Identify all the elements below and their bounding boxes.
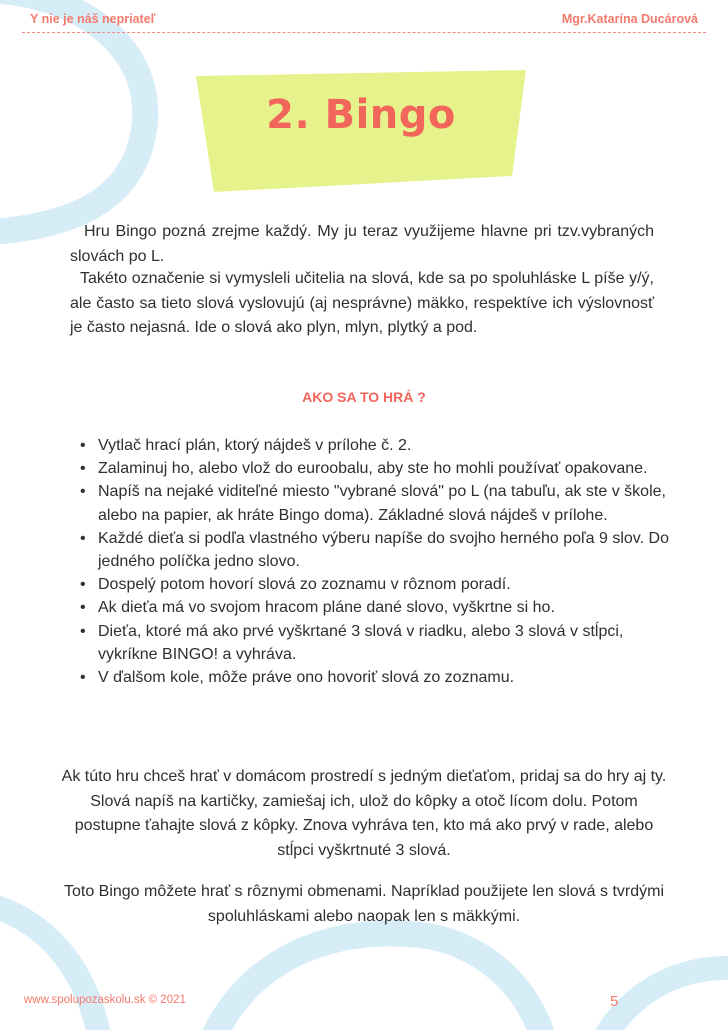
bullet-icon: •	[80, 437, 86, 454]
bullet-icon: •	[80, 529, 86, 547]
variant-paragraph: Toto Bingo môžete hrať s rôznymi obmenami. Napríklad použijete len slová s tvrdými spoluhláskami alebo naopak len s mäkkými.	[63, 883, 665, 925]
list-item	[76, 620, 676, 666]
bullet-icon: •	[80, 483, 86, 501]
bullet-icon: •	[80, 599, 86, 617]
list-item-text: Napíš na nejaké viditeľné miesto "vybrané slová" po L (na tabuľu, ak ste v škole, alebo na papier, ak hráte Bingo doma). Základné slová nájdeš v prílohe.	[98, 483, 666, 524]
intro-paragraph-1: Hru Bingo pozná zrejme každý. My ju teraz využijeme hlavne pri tzv.vybraných slovách po L.	[70, 223, 654, 265]
list-item	[76, 480, 676, 526]
list-item-text: Dieťa, ktoré má ako prvé vyškrtané 3 slová v riadku, alebo 3 slová v stĺpci, vykríkne BINGO! a vyhráva.	[98, 622, 624, 663]
footer-website[interactable]: www.spolupozaskolu.sk © 2021	[24, 994, 186, 1006]
header-divider	[22, 32, 706, 33]
list-item	[76, 434, 676, 457]
bullet-icon: •	[80, 576, 86, 594]
page-number: 5	[610, 993, 619, 1010]
bullet-icon: •	[80, 460, 86, 478]
rules-list	[76, 434, 676, 689]
bullet-icon: •	[80, 669, 86, 687]
list-item	[76, 573, 676, 596]
header-series-title: Y nie je náš nepriateľ	[30, 12, 156, 26]
bullet-icon: •	[80, 622, 86, 640]
intro-paragraph-2: Takéto označenie si vymysleli učitelia na slová, kde sa po spoluhláske L píše y/ý, ale často sa tieto slová vyslovujú (aj nesprávne) mäkko, respektíve ich výslovnosť je často nejasná. Ide o slová ako plyn, mlyn, plytký a pod.	[70, 270, 654, 336]
header-author: Mgr.Katarína Ducárová	[561, 12, 698, 26]
list-item-text: Ak dieťa má vo svojom hracom pláne dané slovo, vyškrtne si ho.	[98, 599, 555, 617]
section-heading: AKO SA TO HRÁ ?	[302, 389, 426, 405]
list-item-text: Dospelý potom hovorí slová zo zoznamu v rôznom poradí.	[98, 576, 511, 594]
list-item-text: Zalaminuj ho, alebo vlož do euroobalu, aby ste ho mohli používať opakovane.	[98, 460, 648, 478]
list-item	[76, 457, 676, 480]
list-item-text: Vytlač hrací plán, ktorý nájdeš v prílohe č. 2.	[98, 437, 412, 454]
list-item-text: V ďalšom kole, môže práve ono hovoriť slová zo zoznamu.	[98, 669, 515, 687]
list-item	[76, 596, 676, 619]
list-item	[76, 527, 676, 573]
home-play-paragraph: Ak túto hru chceš hrať v domácom prostredí s jedným dieťaťom, pridaj sa do hry aj ty. Slová napíš na kartičky, zamiešaj ich, ulož do kôpky a otoč lícom dolu. Potom postupne ťahajte slová z kôpky. Znova vyhráva ten, kto má ako prvý v rade, alebo stĺpci vyškrtnuté 3 slová.	[61, 768, 667, 859]
list-item-text: Každé dieťa si podľa vlastného výberu napíše do svojho herného poľa 9 slov. Do jedného políčka jedno slovo.	[98, 529, 669, 571]
page-title: 2. Bingo	[266, 92, 456, 138]
list-item	[76, 666, 676, 689]
